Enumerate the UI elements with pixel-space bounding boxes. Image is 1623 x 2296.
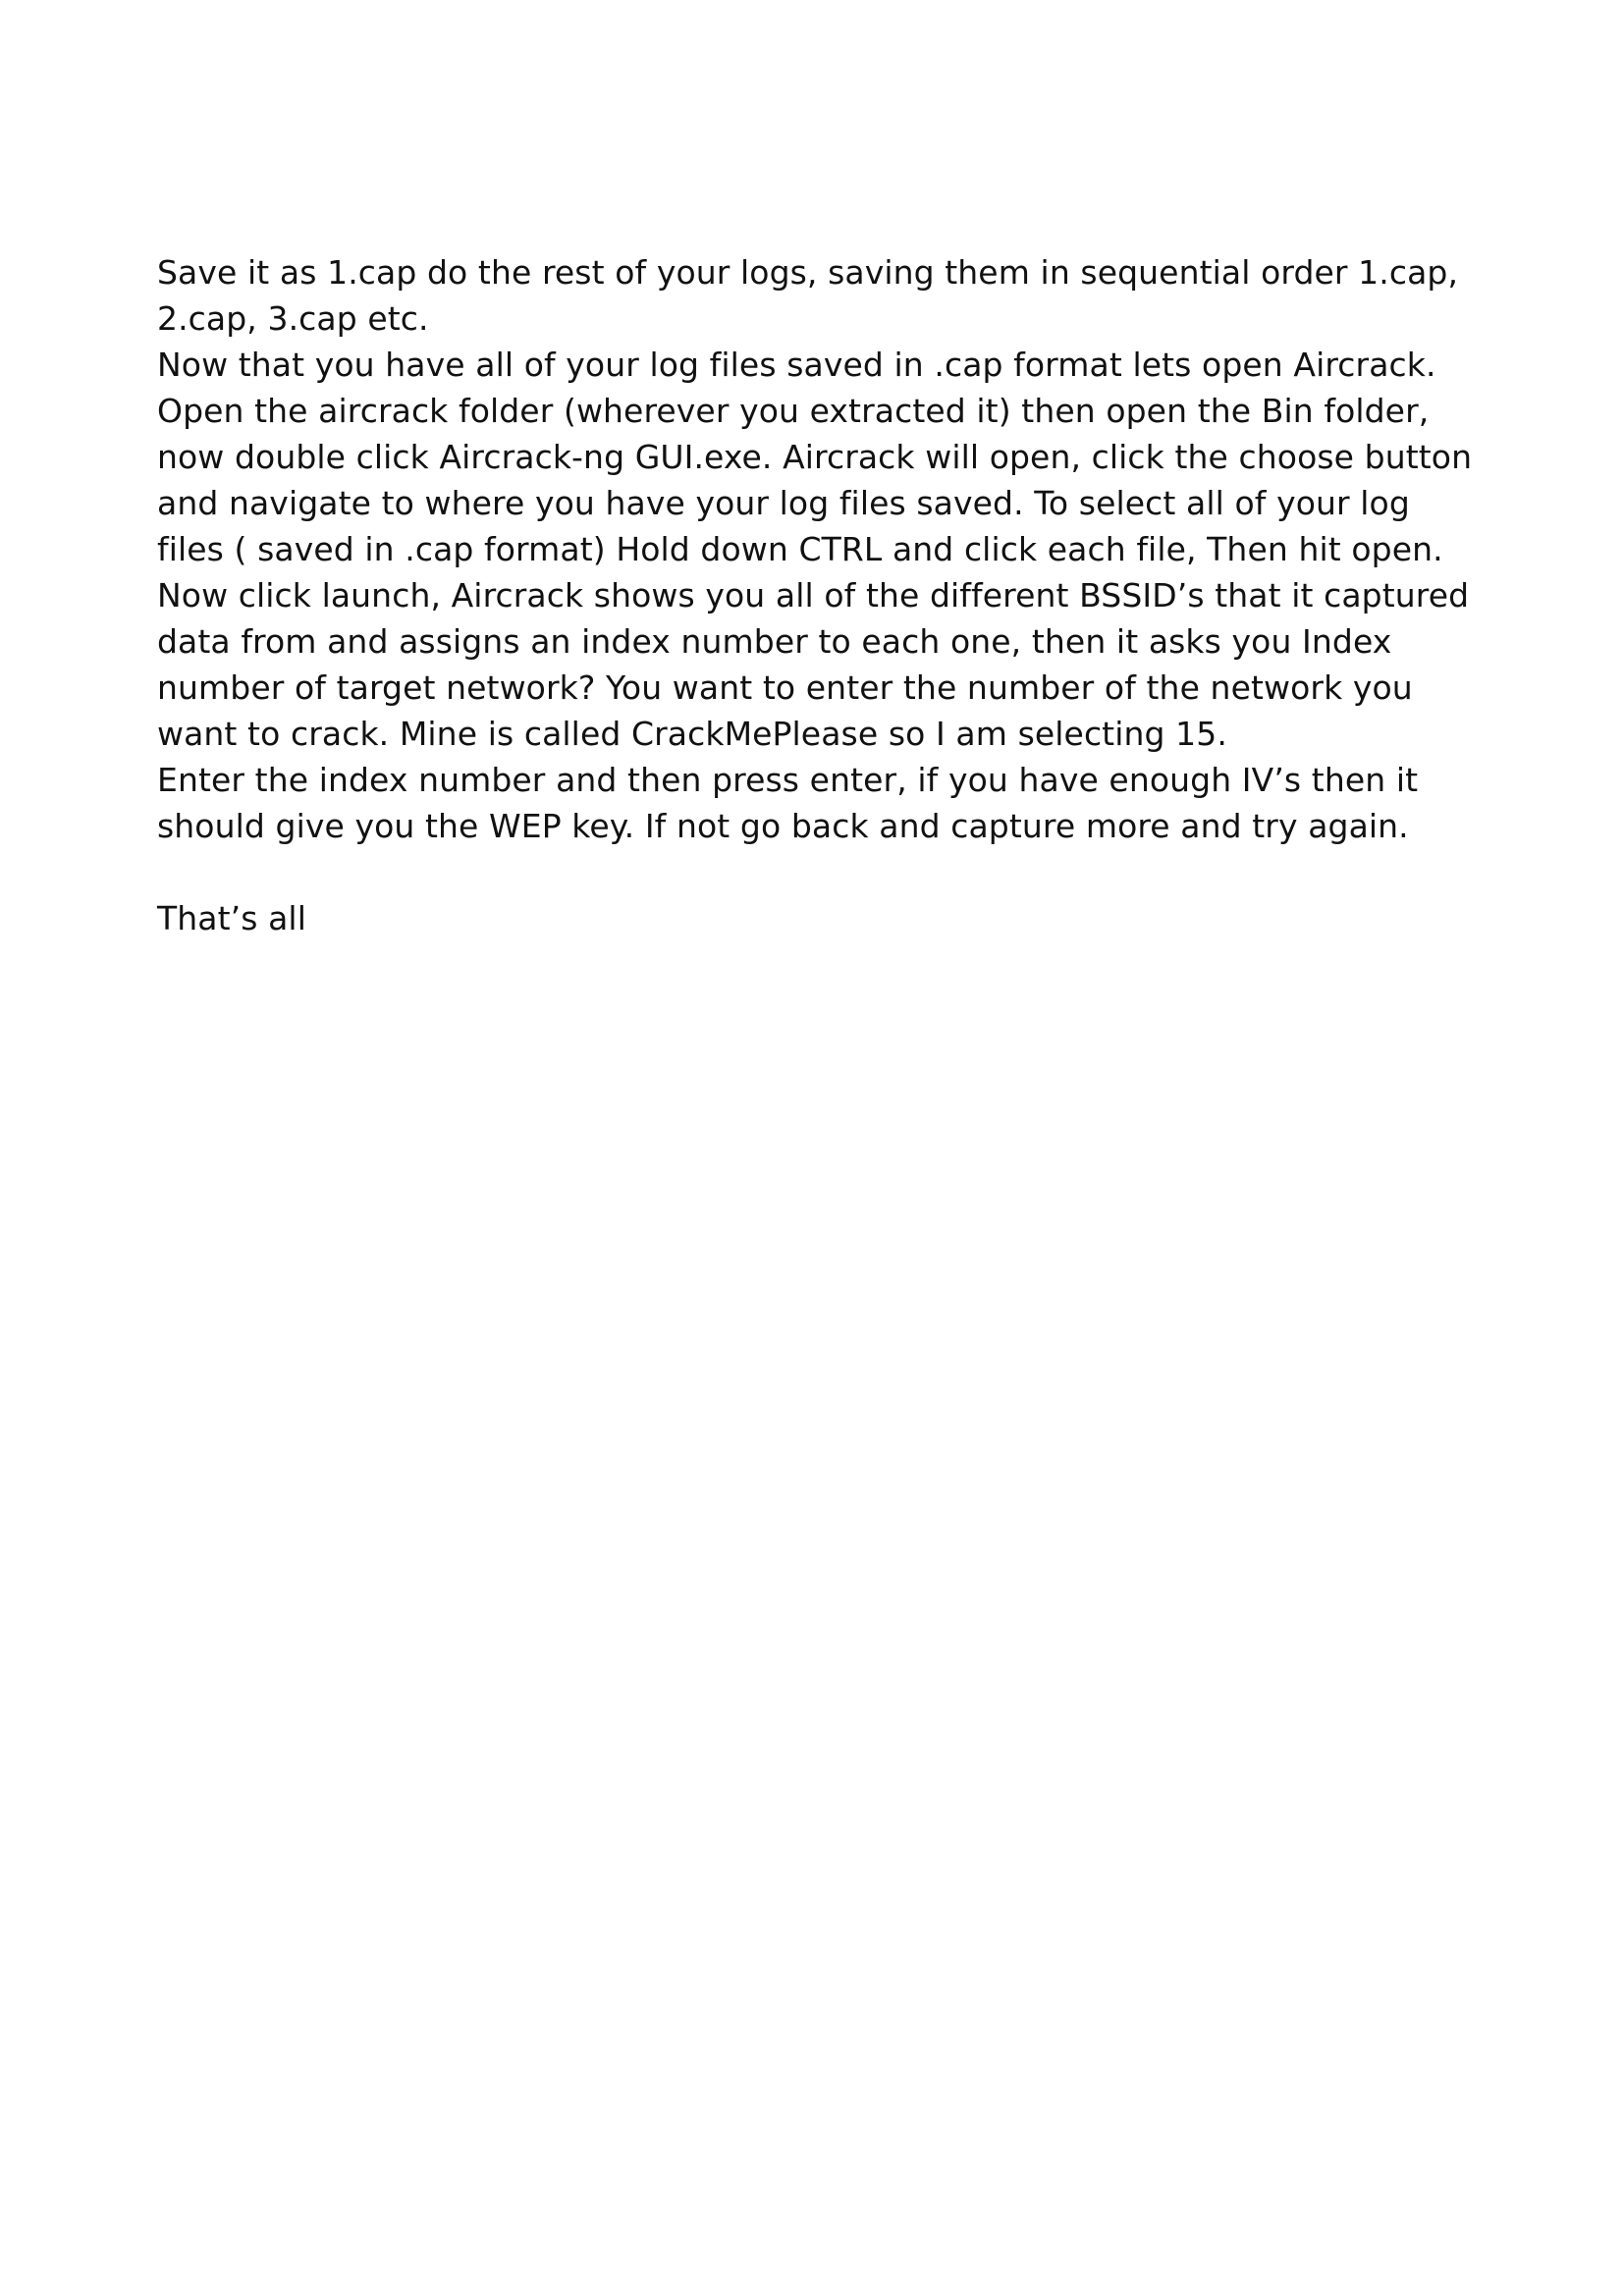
paragraph-launch: Now click launch, Aircrack shows you all of the different BSSID’s that it captured data from and assigns an index number to each one, then it asks you Index number of target network? You want to enter the number of the network you want to crack. Mine is called CrackMePlease so I am selecting 15.	[157, 576, 1470, 753]
paragraph-save-cap: Save it as 1.cap do the rest of your logs, saving them in sequential order 1.cap, 2.cap, 3.cap etc.	[157, 253, 1459, 338]
paragraph-enter-index: Enter the index number and then press enter, if you have enough IV’s then it should give you the WEP key. If not go back and capture more and try again.	[157, 761, 1419, 845]
paragraph-spacer	[157, 849, 1483, 895]
closing-line: That’s all	[157, 899, 306, 937]
paragraph-open-aircrack: Now that you have all of your log files saved in .cap format lets open Aircrack. Open the aircrack folder (wherever you extracted it) then open the Bin folder, now double click Aircrack-ng GUI.exe. Aircrack will open, click the choose button and navigate to where you have your log files saved. To select all of your log files ( saved in .cap format) Hold down CTRL and click each file, Then hit open.	[157, 346, 1473, 568]
document-body	[157, 249, 1483, 941]
